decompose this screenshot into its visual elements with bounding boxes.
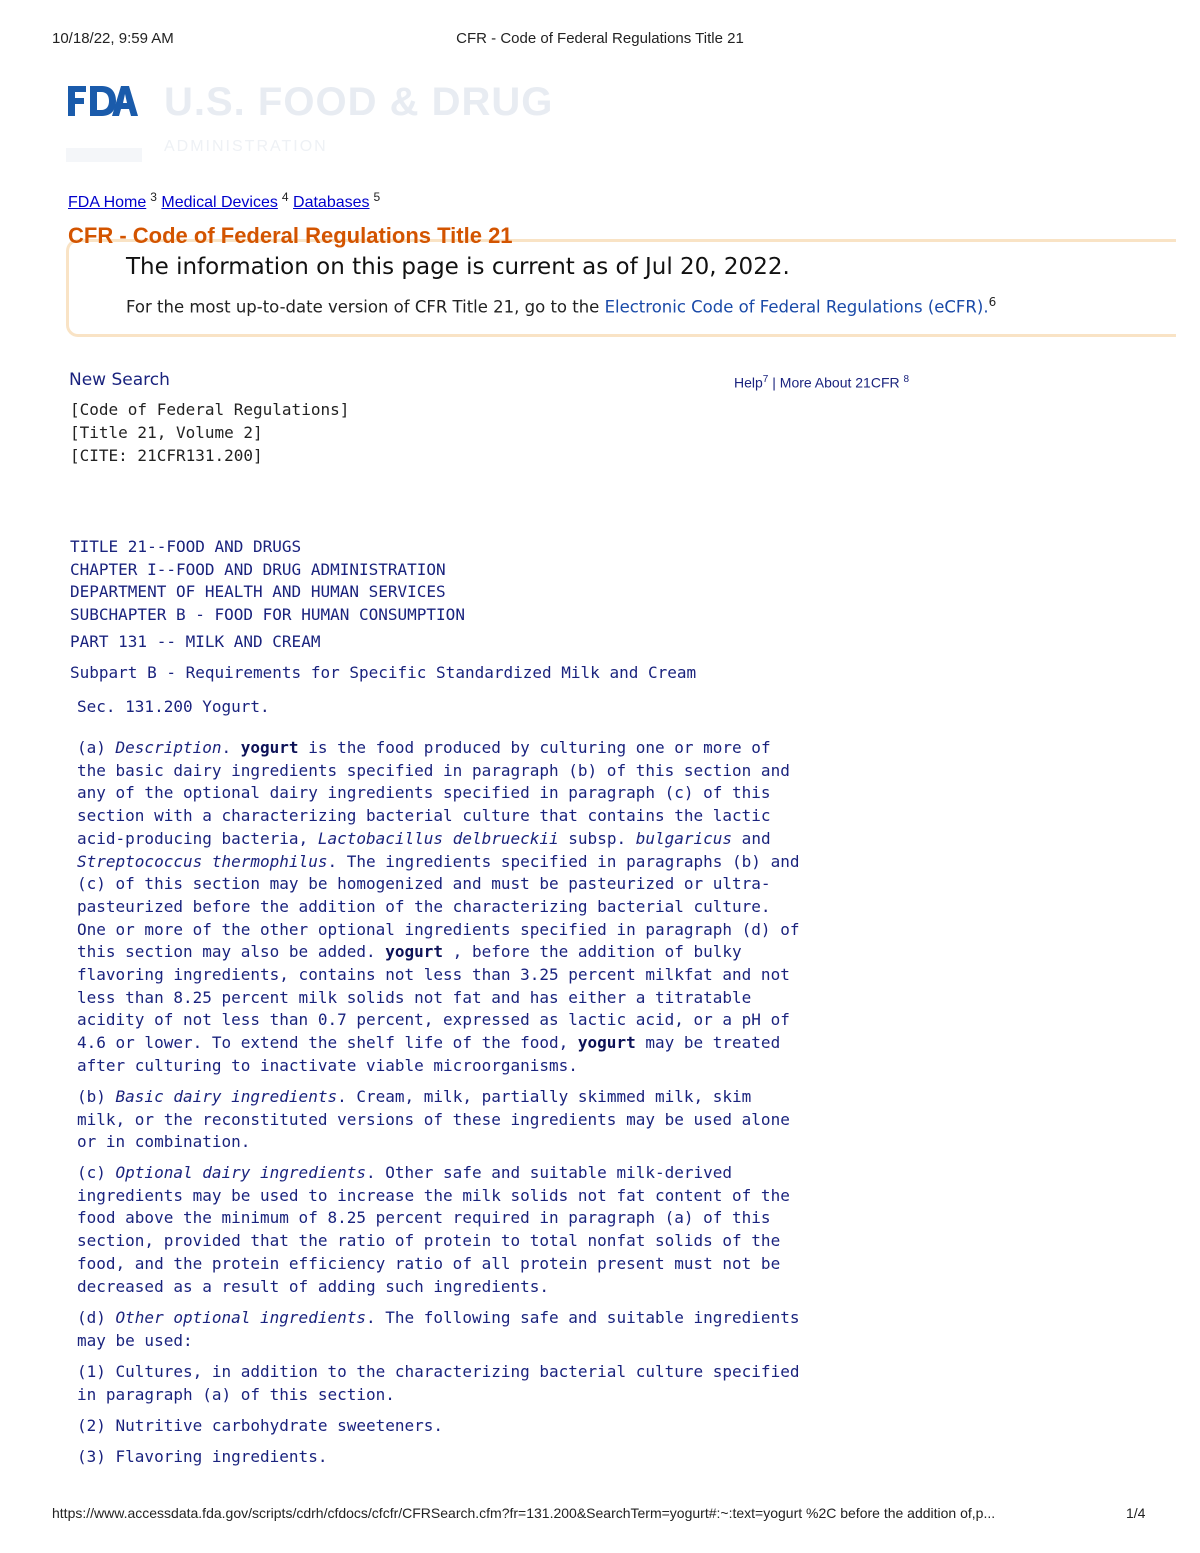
text-run: (c) of this section may be homogenized and must be pasteurized or ultra- [77, 874, 771, 894]
paragraph-line [77, 1307, 799, 1330]
italic-term: Basic dairy ingredients [115, 1087, 338, 1106]
italic-term: Streptococcus thermophilus [77, 851, 328, 871]
footnote-ref: 3 [150, 190, 157, 204]
text-run: may be treated [635, 1033, 781, 1053]
ecfr-link[interactable]: Electronic Code of Federal Regulations (eCFR). [604, 297, 989, 317]
hierarchy-line: CHAPTER I--FOOD AND DRUG ADMINISTRATION [70, 560, 446, 579]
paragraph-line [77, 760, 799, 783]
paragraph-line [77, 1162, 790, 1185]
breadcrumb [68, 190, 380, 212]
fda-logo[interactable] [66, 84, 138, 123]
text-run: decreased as a result of adding such ingredients. [77, 1276, 550, 1296]
paragraph-line [77, 1361, 799, 1384]
paragraph-line [77, 1055, 799, 1078]
text-run: section with a characterizing bacterial culture that contains the lactic [77, 806, 771, 826]
fda-logo-mark-icon [66, 84, 138, 118]
paragraph-line [77, 941, 799, 964]
paragraph-line [77, 828, 799, 851]
paragraph-line [77, 964, 799, 987]
text-run: (d) [77, 1308, 116, 1327]
paragraph-d-3 [77, 1446, 327, 1469]
hierarchy-line: SUBCHAPTER B - FOOD FOR HUMAN CONSUMPTION [70, 605, 465, 624]
ecfr-notice-prefix: For the most up-to-date version of CFR Title 21, go to the [126, 297, 605, 317]
text-run: ingredients may be used to increase the milk solids not fat content of the [77, 1185, 790, 1205]
text-run: flavoring ingredients, contains not less than 3.25 percent milkfat and not [77, 965, 790, 985]
text-run: subsp. [558, 828, 636, 848]
print-page-number: 1/4 [1126, 1505, 1146, 1521]
text-run: . The following safe and suitable ingredients [365, 1308, 800, 1327]
text-run: this section may also be added. [77, 942, 386, 962]
fda-wordmark: U.S. FOOD & DRUG [164, 80, 554, 124]
section-title: Sec. 131.200 Yogurt. [77, 697, 270, 716]
part-title: PART 131 -- MILK AND CREAM [70, 632, 321, 651]
text-run: milk, or the reconstituted versions of these ingredients may be used alone [77, 1109, 790, 1129]
logo-ghost-block [66, 148, 142, 162]
text-run: is the food produced by culturing one or more of [298, 738, 771, 757]
text-run: . [221, 738, 241, 757]
page-heading: CFR - Code of Federal Regulations Title 21 [68, 223, 513, 248]
text-run: pasteurized before the addition of the characterizing bacterial culture. [77, 896, 771, 916]
paragraph-line [77, 1276, 790, 1299]
text-run: food, and the protein efficiency ratio of all protein present must not be [77, 1253, 781, 1273]
text-run: (c) [77, 1163, 116, 1182]
breadcrumb-fda-home[interactable]: FDA Home [68, 194, 147, 212]
text-run: acid-producing bacteria, [77, 828, 318, 848]
paragraph-c [77, 1162, 790, 1298]
text-run: food above the minimum of 8.25 percent required in paragraph (a) of this [77, 1208, 771, 1228]
paragraph-line [77, 1109, 790, 1132]
text-run: section, provided that the ratio of protein to total nonfat solids of the [77, 1231, 781, 1251]
text-run: may be used: [77, 1330, 193, 1350]
text-run: 4.6 or lower. To extend the shelf life of the food, [77, 1033, 578, 1053]
italic-term: Optional dairy ingredients [115, 1163, 366, 1182]
paragraph-line [77, 873, 799, 896]
current-as-of-notice: The information on this page is current as of Jul 20, 2022. [126, 254, 790, 280]
paragraph-d-1 [77, 1361, 799, 1406]
paragraph-line [77, 1131, 790, 1154]
paragraph-d [77, 1307, 799, 1352]
print-footer-url: https://www.accessdata.fda.gov/scripts/cdrh/cfdocs/cfcfr/CFRSearch.cfm?fr=131.200&SearchTerm=yogurt#:~:text=yogurt %2C before the addition of,p... [52, 1505, 996, 1521]
paragraph-line [77, 896, 799, 919]
paragraph-line [77, 987, 799, 1010]
breadcrumb-databases[interactable]: Databases [293, 194, 370, 212]
new-search-link[interactable]: New Search [69, 370, 170, 390]
highlighted-term: yogurt [577, 1033, 636, 1053]
text-run: any of the optional dairy ingredients specified in paragraph (c) of this [77, 783, 771, 803]
text-run: and [732, 828, 771, 848]
citation-line: [CITE: 21CFR131.200] [70, 446, 263, 465]
text-run: (2) Nutritive carbohydrate sweeteners. [77, 1416, 444, 1435]
paragraph-line [77, 1207, 790, 1230]
more-about-21cfr-link[interactable]: More About 21CFR [779, 374, 904, 391]
paragraph-d-2 [77, 1415, 443, 1438]
text-run: . Other safe and suitable milk-derived [365, 1163, 733, 1182]
subpart-title: Subpart B - Requirements for Specific Standardized Milk and Cream [70, 663, 697, 682]
text-run: . Cream, milk, partially skimmed milk, skim [337, 1087, 752, 1106]
citation-line: [Title 21, Volume 2] [70, 423, 263, 442]
paragraph-line [77, 805, 799, 828]
citation-line: [Code of Federal Regulations] [70, 400, 350, 419]
paragraph-line [77, 919, 799, 942]
text-run: One or more of the other optional ingredients specified in paragraph (d) of [77, 919, 800, 939]
text-run: the basic dairy ingredients specified in paragraph (b) of this section and [77, 760, 790, 780]
paragraph-line [77, 851, 799, 874]
highlighted-term: yogurt [240, 738, 299, 757]
paragraph-line [77, 1253, 790, 1276]
help-links [734, 374, 909, 391]
hierarchy-line: TITLE 21--FOOD AND DRUGS [70, 537, 302, 556]
paragraph-line [77, 1009, 799, 1032]
text-run: in paragraph (a) of this section. [77, 1384, 395, 1404]
italic-term: Description [115, 738, 222, 757]
text-run: (1) Cultures, in addition to the characterizing bacterial culture specified [77, 1362, 800, 1381]
italic-term: Other optional ingredients [115, 1308, 366, 1327]
text-run: , before the addition of bulky [443, 942, 742, 962]
footnote-ref: 6 [988, 295, 997, 309]
paragraph-line [77, 1446, 327, 1469]
print-page-title: CFR - Code of Federal Regulations Title 21 [456, 30, 744, 47]
paragraph-line [77, 782, 799, 805]
paragraph-line [77, 1415, 443, 1438]
text-run: less than 8.25 percent milk solids not fat and has either a titratable [77, 987, 752, 1007]
footnote-ref: 7 [762, 374, 769, 385]
footnote-ref: 4 [281, 190, 289, 204]
paragraph-line [77, 1384, 799, 1407]
footnote-ref: 5 [373, 190, 381, 204]
highlighted-term: yogurt [385, 942, 444, 962]
breadcrumb-medical-devices[interactable]: Medical Devices [161, 194, 278, 212]
paragraph-line [77, 1330, 799, 1353]
help-link[interactable]: Help [734, 374, 763, 391]
paragraph-line [77, 1086, 790, 1109]
paragraph-b [77, 1086, 790, 1154]
paragraph-a [77, 737, 799, 1078]
text-run: acidity of not less than 0.7 percent, expressed as lactic acid, or a pH of [77, 1010, 790, 1030]
link-separator: | [768, 374, 780, 391]
paragraph-line [77, 1230, 790, 1253]
hierarchy-line: DEPARTMENT OF HEALTH AND HUMAN SERVICES [70, 582, 446, 601]
text-run: (a) [77, 738, 116, 757]
paragraph-line [77, 737, 799, 760]
fda-wordmark-subtext: ADMINISTRATION [164, 138, 328, 155]
text-run: or in combination. [77, 1132, 251, 1152]
italic-term: Lactobacillus delbrueckii [317, 828, 559, 848]
paragraph-line [77, 1032, 799, 1055]
text-run: . The ingredients specified in paragraphs (b) and [327, 851, 800, 871]
text-run: after culturing to inactivate viable microorganisms. [77, 1055, 578, 1075]
text-run: (3) Flavoring ingredients. [77, 1447, 328, 1466]
paragraph-line [77, 1185, 790, 1208]
italic-term: bulgaricus [635, 828, 733, 848]
ecfr-notice [126, 295, 996, 317]
text-run: (b) [77, 1087, 116, 1106]
footnote-ref: 8 [903, 374, 910, 385]
print-datetime: 10/18/22, 9:59 AM [52, 30, 174, 47]
